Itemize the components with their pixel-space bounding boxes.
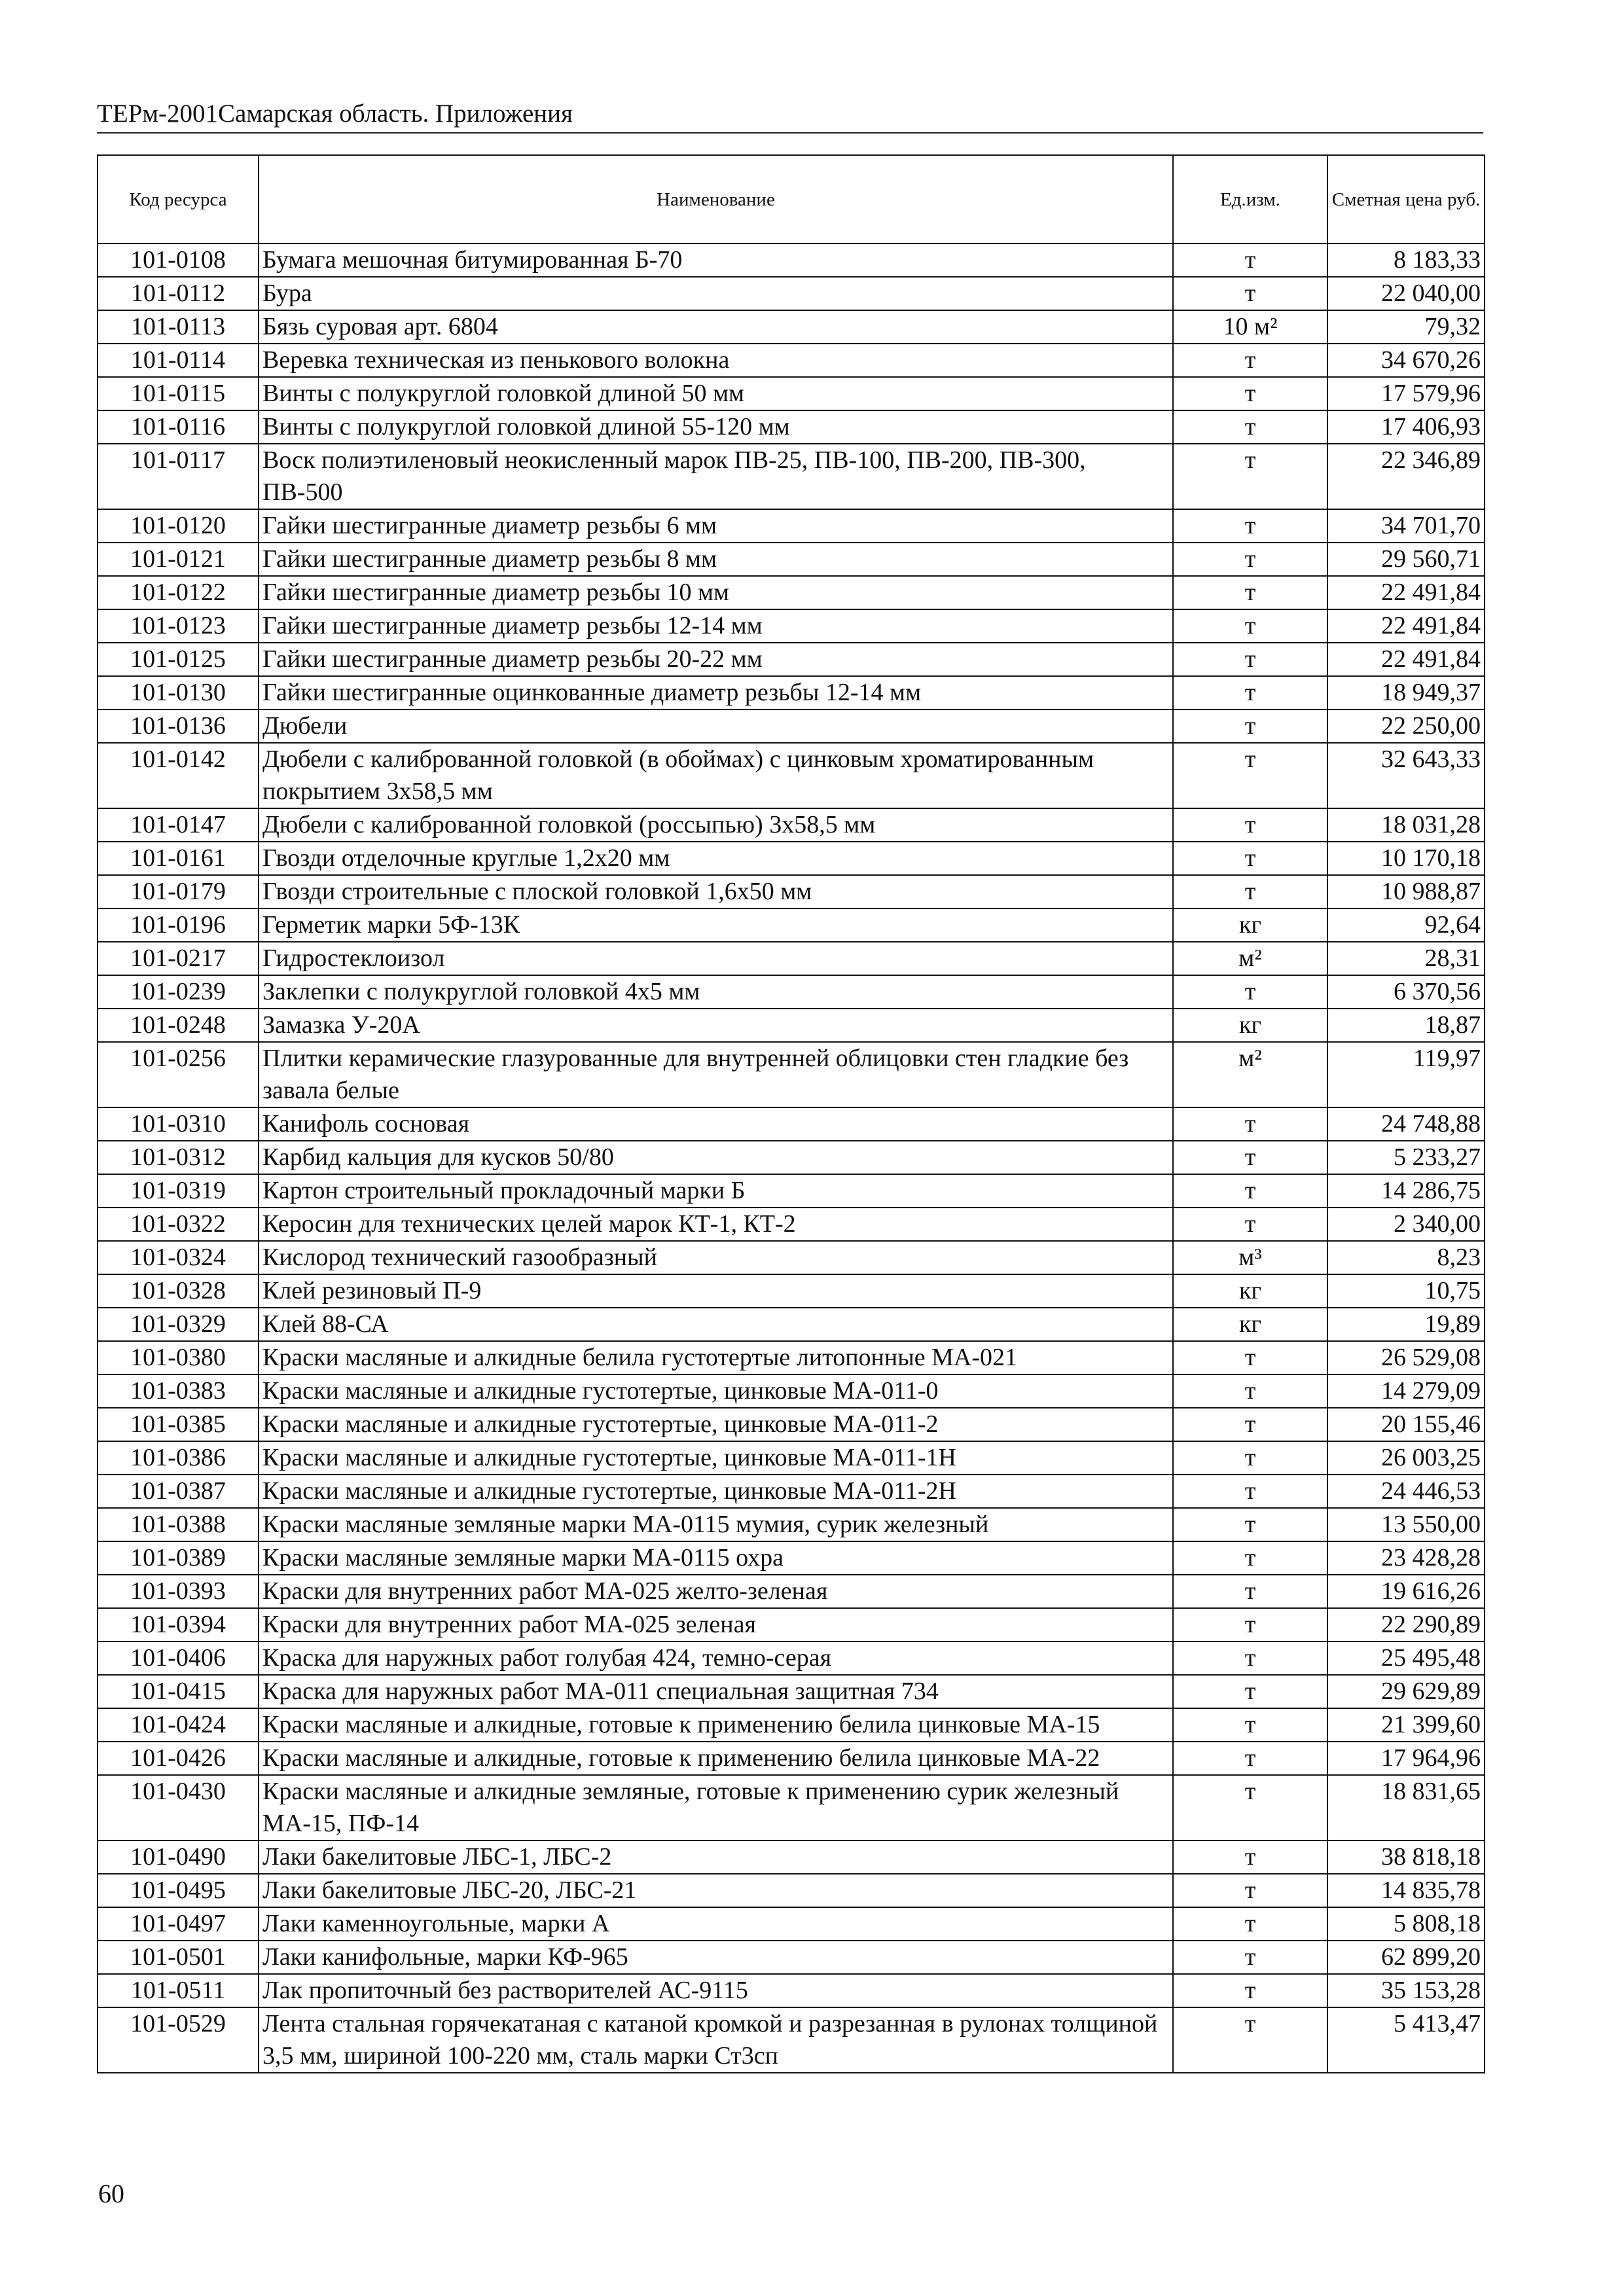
cell-unit: т — [1173, 709, 1327, 743]
cell-name: Заклепки с полукруглой головкой 4х5 мм — [259, 975, 1173, 1009]
cell-name: Краски масляные и алкидные, готовые к применению белила цинковые МА-15 — [259, 1708, 1173, 1742]
cell-unit: т — [1173, 609, 1327, 643]
cell-code: 101-0179 — [98, 875, 259, 908]
cell-unit: м³ — [1173, 1241, 1327, 1274]
cell-name: Гидростеклоизол — [259, 942, 1173, 975]
cell-unit: т — [1173, 875, 1327, 908]
cell-price: 2 340,00 — [1327, 1208, 1485, 1241]
cell-price: 19 616,26 — [1327, 1575, 1485, 1608]
cell-code: 101-0147 — [98, 808, 259, 842]
cell-code: 101-0122 — [98, 576, 259, 609]
cell-code: 101-0406 — [98, 1641, 259, 1675]
cell-code: 101-0136 — [98, 709, 259, 743]
cell-price: 8,23 — [1327, 1241, 1485, 1274]
cell-unit: м² — [1173, 942, 1327, 975]
table-row — [98, 1641, 1485, 1675]
cell-price: 28,31 — [1327, 942, 1485, 975]
cell-name: Бура — [259, 277, 1173, 310]
cell-unit: т — [1173, 1374, 1327, 1408]
cell-name: Кислород технический газообразный — [259, 1241, 1173, 1274]
cell-name: Винты с полукруглой головкой длиной 55-120 мм — [259, 410, 1173, 444]
cell-code: 101-0310 — [98, 1107, 259, 1141]
cell-name: Карбид кальция для кусков 50/80 — [259, 1141, 1173, 1174]
cell-code: 101-0490 — [98, 1840, 259, 1874]
cell-price: 22 491,84 — [1327, 576, 1485, 609]
cell-unit: т — [1173, 543, 1327, 576]
cell-price: 21 399,60 — [1327, 1708, 1485, 1742]
cell-name: Краски масляные и алкидные густотертые, цинковые МА-011-1Н — [259, 1441, 1173, 1475]
cell-price: 119,97 — [1327, 1042, 1485, 1107]
cell-name: Лак пропиточный без растворителей АС-9115 — [259, 1974, 1173, 2007]
table-row — [98, 875, 1485, 908]
table-row — [98, 1374, 1485, 1408]
cell-price: 5 413,47 — [1327, 2007, 1485, 2073]
cell-code: 101-0328 — [98, 1274, 259, 1308]
cell-name: Лаки каменноугольные, марки А — [259, 1907, 1173, 1941]
table-row — [98, 377, 1485, 410]
cell-price: 29 629,89 — [1327, 1675, 1485, 1708]
cell-name: Лаки канифольные, марки КФ-965 — [259, 1941, 1173, 1974]
cell-price: 6 370,56 — [1327, 975, 1485, 1009]
table-row — [98, 643, 1485, 676]
table-row — [98, 1907, 1485, 1941]
table-row — [98, 942, 1485, 975]
cell-name: Краска для наружных работ голубая 424, темно-серая — [259, 1641, 1173, 1675]
cell-name: Краски масляные и алкидные густотертые, цинковые МА-011-2 — [259, 1408, 1173, 1441]
cell-price: 18 831,65 — [1327, 1775, 1485, 1840]
table-row — [98, 808, 1485, 842]
table-row — [98, 444, 1485, 509]
table-row — [98, 1341, 1485, 1374]
cell-code: 101-0248 — [98, 1009, 259, 1042]
cell-code: 101-0385 — [98, 1408, 259, 1441]
col-header-name: Наименование — [259, 155, 1173, 243]
cell-price: 22 491,84 — [1327, 643, 1485, 676]
cell-name: Дюбели с калиброванной головкой (в обоймах) с цинковым хроматированным покрытием 3х58,5 мм — [259, 743, 1173, 808]
cell-price: 24 748,88 — [1327, 1107, 1485, 1141]
table-row — [98, 975, 1485, 1009]
cell-name: Бязь суровая арт. 6804 — [259, 310, 1173, 344]
cell-unit: т — [1173, 643, 1327, 676]
cell-unit: м² — [1173, 1042, 1327, 1107]
table-row — [98, 609, 1485, 643]
cell-unit: т — [1173, 1742, 1327, 1775]
table-row — [98, 2007, 1485, 2073]
cell-code: 101-0329 — [98, 1308, 259, 1341]
cell-unit: т — [1173, 842, 1327, 875]
cell-code: 101-0117 — [98, 444, 259, 509]
cell-name: Гвозди строительные с плоской головкой 1,6х50 мм — [259, 875, 1173, 908]
cell-name: Керосин для технических целей марок КТ-1, КТ-2 — [259, 1208, 1173, 1241]
cell-code: 101-0426 — [98, 1742, 259, 1775]
cell-unit: т — [1173, 808, 1327, 842]
table-body — [98, 243, 1485, 2073]
resource-price-table — [97, 154, 1485, 2073]
cell-price: 29 560,71 — [1327, 543, 1485, 576]
cell-unit: т — [1173, 1541, 1327, 1575]
cell-code: 101-0115 — [98, 377, 259, 410]
cell-code: 101-0495 — [98, 1874, 259, 1907]
cell-code: 101-0324 — [98, 1241, 259, 1274]
cell-price: 10 170,18 — [1327, 842, 1485, 875]
page-number: 60 — [98, 2179, 124, 2208]
cell-unit: т — [1173, 1608, 1327, 1641]
cell-price: 18,87 — [1327, 1009, 1485, 1042]
cell-code: 101-0120 — [98, 509, 259, 543]
cell-unit: т — [1173, 444, 1327, 509]
cell-price: 23 428,28 — [1327, 1541, 1485, 1575]
cell-price: 14 835,78 — [1327, 1874, 1485, 1907]
cell-code: 101-0387 — [98, 1475, 259, 1508]
cell-price: 35 153,28 — [1327, 1974, 1485, 2007]
cell-price: 17 406,93 — [1327, 410, 1485, 444]
table-row — [98, 1441, 1485, 1475]
cell-unit: кг — [1173, 908, 1327, 942]
table-row — [98, 1475, 1485, 1508]
cell-code: 101-0142 — [98, 743, 259, 808]
table-row — [98, 243, 1485, 277]
cell-code: 101-0389 — [98, 1541, 259, 1575]
cell-unit: т — [1173, 1775, 1327, 1840]
table-row — [98, 543, 1485, 576]
cell-code: 101-0239 — [98, 975, 259, 1009]
table-row — [98, 1608, 1485, 1641]
cell-price: 20 155,46 — [1327, 1408, 1485, 1441]
cell-unit: кг — [1173, 1274, 1327, 1308]
table-row — [98, 1840, 1485, 1874]
cell-code: 101-0217 — [98, 942, 259, 975]
cell-code: 101-0388 — [98, 1508, 259, 1541]
cell-price: 5 233,27 — [1327, 1141, 1485, 1174]
table-row — [98, 1675, 1485, 1708]
cell-code: 101-0322 — [98, 1208, 259, 1241]
cell-code: 101-0116 — [98, 410, 259, 444]
cell-price: 14 286,75 — [1327, 1174, 1485, 1208]
cell-price: 25 495,48 — [1327, 1641, 1485, 1675]
cell-price: 38 818,18 — [1327, 1840, 1485, 1874]
cell-unit: т — [1173, 509, 1327, 543]
table-row — [98, 1708, 1485, 1742]
cell-price: 32 643,33 — [1327, 743, 1485, 808]
cell-name: Бумага мешочная битумированная Б-70 — [259, 243, 1173, 277]
cell-price: 34 701,70 — [1327, 509, 1485, 543]
cell-name: Лента стальная горячекатаная с катаной кромкой и разрезанная в рулонах толщиной 3,5 мм, шириной 100-220 мм, сталь марки Ст3сп — [259, 2007, 1173, 2073]
cell-name: Клей 88-СА — [259, 1308, 1173, 1341]
cell-price: 5 808,18 — [1327, 1907, 1485, 1941]
cell-unit: т — [1173, 743, 1327, 808]
cell-unit: т — [1173, 1141, 1327, 1174]
table-row — [98, 1775, 1485, 1840]
cell-name: Воск полиэтиленовый неокисленный марок ПВ-25, ПВ-100, ПВ-200, ПВ-300, ПВ-500 — [259, 444, 1173, 509]
cell-unit: т — [1173, 344, 1327, 377]
cell-name: Гвозди отделочные круглые 1,2х20 мм — [259, 842, 1173, 875]
cell-unit: т — [1173, 676, 1327, 709]
cell-code: 101-0112 — [98, 277, 259, 310]
table-row — [98, 344, 1485, 377]
cell-price: 34 670,26 — [1327, 344, 1485, 377]
cell-unit: т — [1173, 1575, 1327, 1608]
table-row — [98, 743, 1485, 808]
table-row — [98, 1009, 1485, 1042]
cell-price: 17 579,96 — [1327, 377, 1485, 410]
cell-name: Клей резиновый П-9 — [259, 1274, 1173, 1308]
cell-price: 22 346,89 — [1327, 444, 1485, 509]
cell-unit: кг — [1173, 1009, 1327, 1042]
cell-name: Лаки бакелитовые ЛБС-20, ЛБС-21 — [259, 1874, 1173, 1907]
cell-code: 101-0430 — [98, 1775, 259, 1840]
cell-code: 101-0424 — [98, 1708, 259, 1742]
cell-code: 101-0386 — [98, 1441, 259, 1475]
col-header-unit: Ед.изм. — [1173, 155, 1327, 243]
cell-code: 101-0380 — [98, 1341, 259, 1374]
cell-unit: т — [1173, 1408, 1327, 1441]
cell-unit: т — [1173, 1208, 1327, 1241]
cell-unit: т — [1173, 1907, 1327, 1941]
table-row — [98, 1274, 1485, 1308]
table-row — [98, 676, 1485, 709]
resource-table-container — [97, 154, 1484, 2073]
cell-name: Краски масляные земляные марки МА-0115 охра — [259, 1541, 1173, 1575]
table-row — [98, 1042, 1485, 1107]
cell-name: Плитки керамические глазурованные для внутренней облицовки стен гладкие без завала белые — [259, 1042, 1173, 1107]
cell-unit: т — [1173, 1641, 1327, 1675]
cell-code: 101-0511 — [98, 1974, 259, 2007]
cell-unit: 10 м² — [1173, 310, 1327, 344]
cell-price: 13 550,00 — [1327, 1508, 1485, 1541]
cell-name: Герметик марки 5Ф-13К — [259, 908, 1173, 942]
cell-unit: т — [1173, 1974, 1327, 2007]
cell-price: 18 031,28 — [1327, 808, 1485, 842]
cell-price: 8 183,33 — [1327, 243, 1485, 277]
cell-name: Гайки шестигранные диаметр резьбы 8 мм — [259, 543, 1173, 576]
table-row — [98, 1408, 1485, 1441]
cell-name: Краски масляные и алкидные земляные, готовые к применению сурик железный МА-15, ПФ-14 — [259, 1775, 1173, 1840]
cell-name: Гайки шестигранные диаметр резьбы 6 мм — [259, 509, 1173, 543]
cell-name: Замазка У-20А — [259, 1009, 1173, 1042]
table-row — [98, 576, 1485, 609]
cell-price: 92,64 — [1327, 908, 1485, 942]
cell-code: 101-0113 — [98, 310, 259, 344]
cell-unit: т — [1173, 1441, 1327, 1475]
cell-name: Краски масляные и алкидные, готовые к применению белила цинковые МА-22 — [259, 1742, 1173, 1775]
cell-code: 101-0415 — [98, 1675, 259, 1708]
cell-unit: т — [1173, 1475, 1327, 1508]
table-row — [98, 1974, 1485, 2007]
cell-name: Канифоль сосновая — [259, 1107, 1173, 1141]
cell-code: 101-0383 — [98, 1374, 259, 1408]
cell-price: 22 491,84 — [1327, 609, 1485, 643]
cell-unit: т — [1173, 1107, 1327, 1141]
col-header-price: Сметная цена руб. — [1327, 155, 1485, 243]
cell-name: Гайки шестигранные диаметр резьбы 12-14 мм — [259, 609, 1173, 643]
cell-price: 19,89 — [1327, 1308, 1485, 1341]
cell-unit: т — [1173, 1508, 1327, 1541]
cell-unit: т — [1173, 1675, 1327, 1708]
cell-code: 101-0394 — [98, 1608, 259, 1641]
cell-unit: кг — [1173, 1308, 1327, 1341]
table-row — [98, 310, 1485, 344]
page-header: ТЕРм-2001Самарская область. Приложения — [97, 98, 1483, 134]
cell-code: 101-0114 — [98, 344, 259, 377]
table-row — [98, 1174, 1485, 1208]
cell-price: 10 988,87 — [1327, 875, 1485, 908]
cell-unit: т — [1173, 1874, 1327, 1907]
table-row — [98, 908, 1485, 942]
table-row — [98, 1107, 1485, 1141]
cell-unit: т — [1173, 2007, 1327, 2073]
cell-name: Краска для наружных работ МА-011 специальная защитная 734 — [259, 1675, 1173, 1708]
cell-name: Лаки бакелитовые ЛБС-1, ЛБС-2 — [259, 1840, 1173, 1874]
cell-price: 22 040,00 — [1327, 277, 1485, 310]
cell-name: Веревка техническая из пенькового волокна — [259, 344, 1173, 377]
cell-price: 62 899,20 — [1327, 1941, 1485, 1974]
cell-name: Дюбели с калиброванной головкой (россыпью) 3х58,5 мм — [259, 808, 1173, 842]
cell-name: Краски масляные и алкидные густотертые, цинковые МА-011-2Н — [259, 1475, 1173, 1508]
cell-price: 22 250,00 — [1327, 709, 1485, 743]
cell-code: 101-0501 — [98, 1941, 259, 1974]
cell-name: Краски масляные и алкидные белила густотертые литопонные МА-021 — [259, 1341, 1173, 1374]
table-row — [98, 1141, 1485, 1174]
cell-code: 101-0108 — [98, 243, 259, 277]
cell-unit: т — [1173, 410, 1327, 444]
cell-name: Гайки шестигранные диаметр резьбы 10 мм — [259, 576, 1173, 609]
cell-code: 101-0130 — [98, 676, 259, 709]
table-row — [98, 1508, 1485, 1541]
cell-price: 17 964,96 — [1327, 1742, 1485, 1775]
cell-price: 14 279,09 — [1327, 1374, 1485, 1408]
cell-name: Гайки шестигранные диаметр резьбы 20-22 мм — [259, 643, 1173, 676]
cell-code: 101-0529 — [98, 2007, 259, 2073]
cell-name: Краски для внутренних работ МА-025 зеленая — [259, 1608, 1173, 1641]
cell-price: 24 446,53 — [1327, 1475, 1485, 1508]
cell-unit: т — [1173, 1174, 1327, 1208]
cell-price: 22 290,89 — [1327, 1608, 1485, 1641]
cell-code: 101-0497 — [98, 1907, 259, 1941]
cell-price: 26 529,08 — [1327, 1341, 1485, 1374]
table-row — [98, 1941, 1485, 1974]
table-row — [98, 842, 1485, 875]
cell-unit: т — [1173, 1941, 1327, 1974]
cell-code: 101-0123 — [98, 609, 259, 643]
cell-code: 101-0196 — [98, 908, 259, 942]
cell-name: Краски масляные и алкидные густотертые, цинковые МА-011-0 — [259, 1374, 1173, 1408]
cell-price: 79,32 — [1327, 310, 1485, 344]
cell-code: 101-0161 — [98, 842, 259, 875]
cell-code: 101-0312 — [98, 1141, 259, 1174]
cell-unit: т — [1173, 243, 1327, 277]
cell-unit: т — [1173, 975, 1327, 1009]
table-row — [98, 277, 1485, 310]
cell-code: 101-0319 — [98, 1174, 259, 1208]
cell-code: 101-0393 — [98, 1575, 259, 1608]
cell-unit: т — [1173, 1840, 1327, 1874]
cell-code: 101-0256 — [98, 1042, 259, 1107]
cell-unit: т — [1173, 277, 1327, 310]
cell-unit: т — [1173, 377, 1327, 410]
cell-name: Дюбели — [259, 709, 1173, 743]
table-row — [98, 1874, 1485, 1907]
cell-name: Винты с полукруглой головкой длиной 50 мм — [259, 377, 1173, 410]
cell-name: Картон строительный прокладочный марки Б — [259, 1174, 1173, 1208]
cell-code: 101-0125 — [98, 643, 259, 676]
cell-name: Краски масляные земляные марки МА-0115 мумия, сурик железный — [259, 1508, 1173, 1541]
cell-unit: т — [1173, 1708, 1327, 1742]
cell-price: 10,75 — [1327, 1274, 1485, 1308]
table-row — [98, 1308, 1485, 1341]
cell-unit: т — [1173, 1341, 1327, 1374]
table-row — [98, 1541, 1485, 1575]
cell-price: 18 949,37 — [1327, 676, 1485, 709]
cell-code: 101-0121 — [98, 543, 259, 576]
table-header — [98, 155, 1485, 243]
cell-name: Краски для внутренних работ МА-025 желто-зеленая — [259, 1575, 1173, 1608]
table-row — [98, 1742, 1485, 1775]
table-row — [98, 509, 1485, 543]
table-row — [98, 410, 1485, 444]
table-row — [98, 1208, 1485, 1241]
cell-name: Гайки шестигранные оцинкованные диаметр резьбы 12-14 мм — [259, 676, 1173, 709]
table-row — [98, 709, 1485, 743]
cell-price: 26 003,25 — [1327, 1441, 1485, 1475]
table-row — [98, 1241, 1485, 1274]
col-header-code: Код ресурса — [98, 155, 259, 243]
cell-unit: т — [1173, 576, 1327, 609]
table-row — [98, 1575, 1485, 1608]
